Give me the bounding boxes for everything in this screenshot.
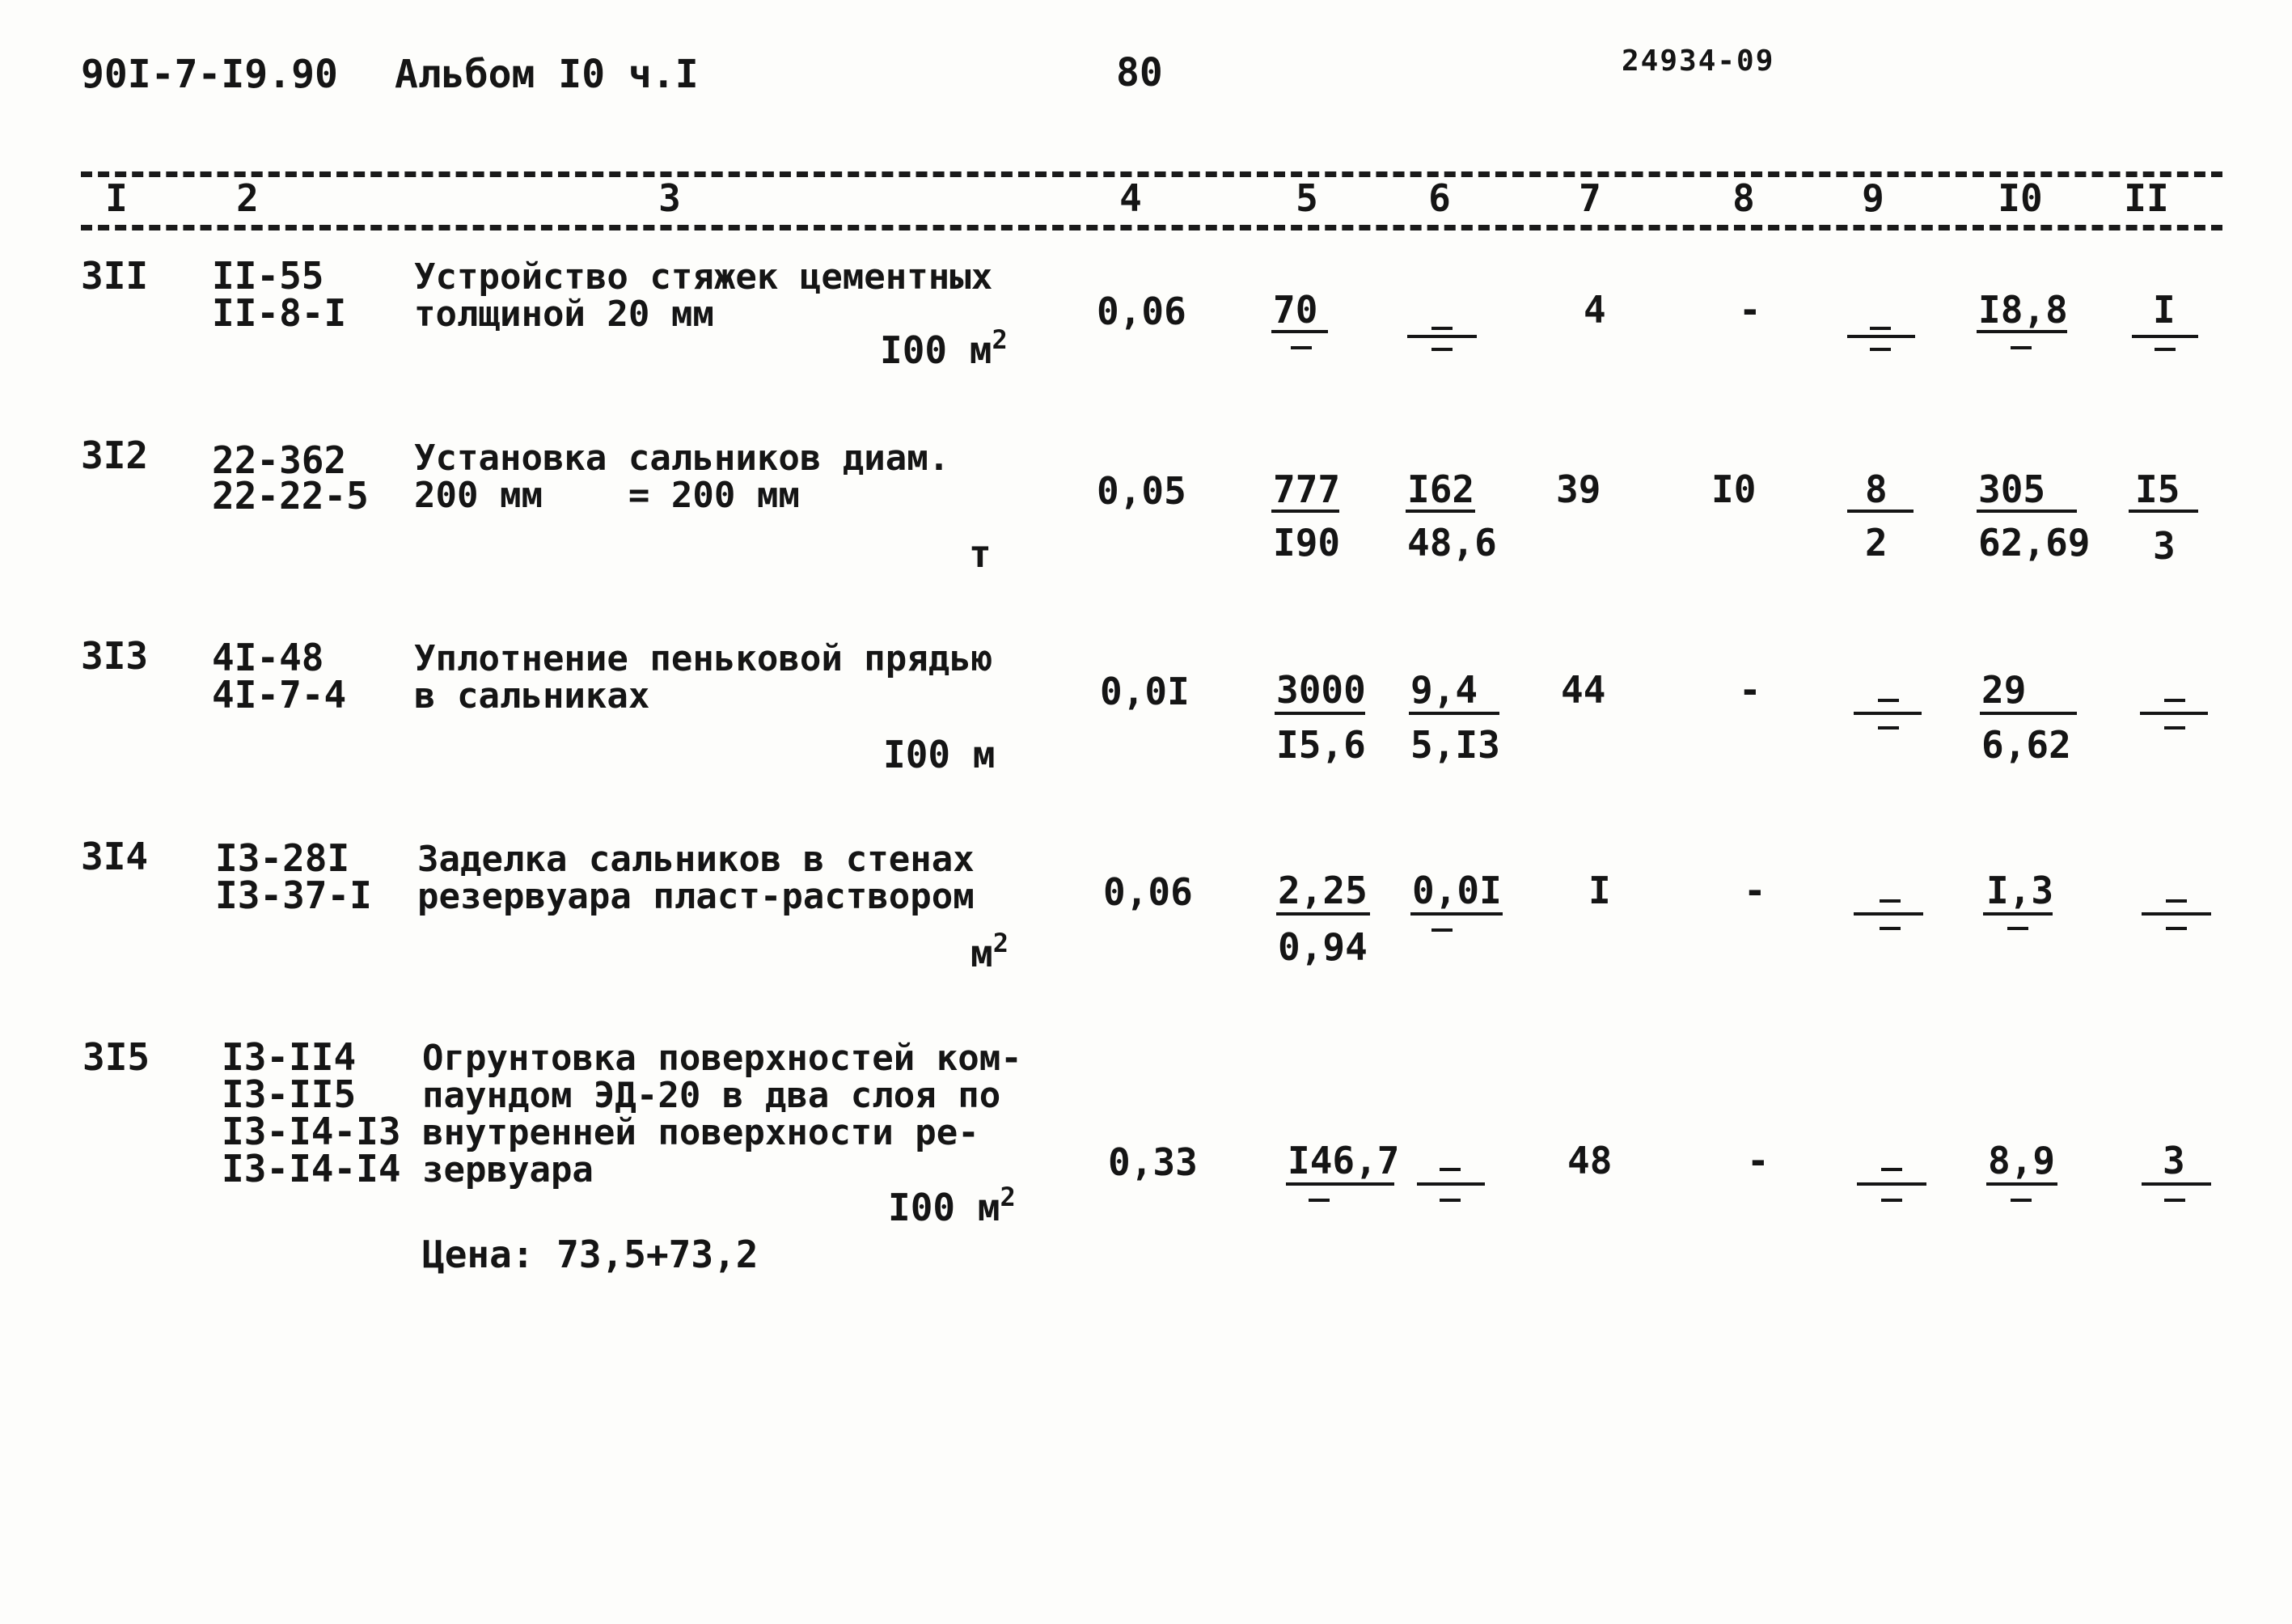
dash-mark [1878,726,1899,730]
work-description: Уплотнение пеньковой прядью в сальниках [414,638,993,717]
fraction-bar [1276,912,1370,916]
price-note: Цена: 73,5+73,2 [422,1233,759,1276]
norm-code: I3-II5 [222,1072,357,1116]
col-header: 9 [1862,176,1884,220]
col7-value: 44 [1561,668,1606,712]
col7-value: 48 [1567,1139,1613,1182]
inventory-stamp: 24934-09 [1622,44,1775,78]
item-number: 3I2 [81,433,149,477]
col7-value: I [1588,869,1611,912]
fraction-bar [1854,912,1923,916]
col-header: 5 [1296,176,1318,220]
quantity: 0,06 [1097,290,1186,333]
quantity: 0,33 [1108,1140,1198,1184]
col10-value: 305 [1978,467,2046,511]
norm-code: I3-I4-I4 [222,1147,401,1191]
col10-value: 8,9 [1988,1139,2056,1182]
col9-lower-value: 2 [1865,521,1888,565]
fraction-bar [1977,510,2077,513]
col5-lower-value: I5,6 [1276,723,1366,767]
norm-code: 4I-7-4 [212,673,347,717]
dash-mark [2007,927,2028,930]
col10-lower-value: 62,69 [1978,521,2091,565]
dash-mark [1880,899,1901,903]
col5-value: 70 [1273,288,1318,332]
fraction-bar [1847,335,1915,338]
album-label: Альбом I0 ч.I [395,52,699,97]
norm-code: 22-362 [212,438,347,482]
quantity: 0,05 [1097,469,1186,513]
dash-mark [1440,1168,1461,1171]
work-description: Огрунтовка поверхностей ком- паундом ЭД-20 в два слоя по внутренней поверхности ре- зервуара [422,1038,1022,1191]
dash-mark [1440,1199,1461,1202]
col6-value: I62 [1407,467,1475,511]
col6-value: 9,4 [1410,668,1478,712]
fraction-bar [1271,510,1339,513]
col-header: 2 [236,176,259,220]
fraction-bar [1980,712,2077,715]
col11-value: I [2153,288,2176,332]
col9-value: 8 [1865,467,1888,511]
col-header: 8 [1732,176,1755,220]
unit-of-measure: т [969,532,992,576]
fraction-bar [1286,1182,1394,1186]
col6-lower-value: 48,6 [1407,521,1497,565]
unit-of-measure: I00 м [883,733,996,776]
col5-lower-value: I90 [1273,521,1341,565]
dash-mark [1431,928,1453,932]
item-number: 3I4 [81,835,149,878]
col-header: 7 [1579,176,1601,220]
work-description: Установка сальников диам. 200 мм = 200 мм [414,438,950,516]
unit-of-measure: I00 $м^2$ [888,1182,1016,1229]
dash-mark [1880,927,1901,930]
fraction-bar [1417,1182,1485,1186]
col8-value: - [1739,288,1761,332]
norm-code: I3-28I [215,836,350,880]
col5-value: 777 [1273,467,1341,511]
norm-code: I3-II4 [222,1035,357,1079]
col8-value: I0 [1711,467,1757,511]
col11-lower-value: 3 [2153,524,2176,568]
col8-value: - [1747,1139,1770,1182]
col-header: I0 [1998,176,2043,220]
fraction-bar [1406,510,1475,513]
dash-mark [1309,1199,1330,1202]
col-header: I [105,176,128,220]
unit-of-measure: I00 $м^2$ [880,324,1008,372]
fraction-bar [1410,912,1503,916]
fraction-bar [1847,510,1914,513]
fraction-bar [2129,510,2198,513]
page-number: 80 [1116,50,1163,95]
col6-value: 0,0I [1412,869,1502,912]
col5-value: 3000 [1276,668,1366,712]
col10-value: I8,8 [1978,288,2068,332]
fraction-bar [2140,712,2208,715]
dash-mark [2011,1199,2032,1202]
col11-value: 3 [2163,1139,2185,1182]
item-number: 3II [81,254,149,298]
unit-of-measure: $м^2$ [971,928,1009,975]
fraction-bar [2132,335,2198,338]
col-header: 4 [1119,176,1142,220]
fraction-bar [1986,1182,2057,1186]
norm-code: 22-22-5 [212,474,369,518]
col5-lower-value: 0,94 [1278,925,1368,969]
norm-code: I3-37-I [215,873,372,917]
item-number: 3I5 [82,1035,150,1079]
col-header: 3 [658,176,681,220]
norm-code: I3-I4-I3 [222,1110,401,1153]
col-header: II [2124,176,2169,220]
fraction-bar [1407,335,1477,338]
dash-mark [1878,699,1899,702]
col10-value: I,3 [1986,869,2054,912]
fraction-bar [1977,330,2067,333]
col7-value: 39 [1556,467,1601,511]
dash-mark [1870,327,1891,330]
dash-mark [1881,1199,1902,1202]
dash-mark [1431,348,1453,351]
col5-value: I46,7 [1288,1139,1400,1182]
quantity: 0,0I [1100,670,1190,713]
norm-code: 4I-48 [212,636,324,679]
col8-value: - [1739,668,1761,712]
quantity: 0,06 [1103,870,1193,914]
dash-mark [2164,726,2185,730]
dash-mark [2164,699,2185,702]
dash-mark [2164,1199,2185,1202]
fraction-bar [1271,330,1328,333]
fraction-bar [2142,912,2211,916]
fraction-bar [1275,712,1365,715]
dash-mark [2166,899,2187,903]
fraction-bar [2142,1182,2211,1186]
dash-mark [1870,348,1891,351]
col10-value: 29 [1981,668,2027,712]
header-top-rule [81,171,2222,177]
col7-value: 4 [1584,288,1606,332]
col5-value: 2,25 [1278,869,1368,912]
fraction-bar [1409,712,1499,715]
item-number: 3I3 [81,634,149,678]
work-description: Устройство стяжек цементных толщиной 20 мм [414,256,993,335]
document-code: 90I-7-I9.90 [81,52,338,97]
dash-mark [2011,346,2032,349]
header-bottom-rule [81,225,2222,230]
col11-value: I5 [2135,467,2180,511]
norm-code: II-55 [212,254,324,298]
dash-mark [1291,346,1312,349]
work-description: Заделка сальников в стенах резервуара пласт-раствором [417,839,975,917]
col8-value: - [1744,869,1766,912]
col6-lower-value: 5,I3 [1410,723,1500,767]
col10-lower-value: 6,62 [1981,723,2071,767]
dash-mark [2166,927,2187,930]
fraction-bar [1983,912,2053,916]
dash-mark [2155,348,2176,351]
norm-code: II-8-I [212,291,347,335]
dash-mark [1431,327,1453,330]
fraction-bar [1854,712,1922,715]
dash-mark [1881,1168,1902,1171]
fraction-bar [1857,1182,1926,1186]
col-header: 6 [1428,176,1451,220]
